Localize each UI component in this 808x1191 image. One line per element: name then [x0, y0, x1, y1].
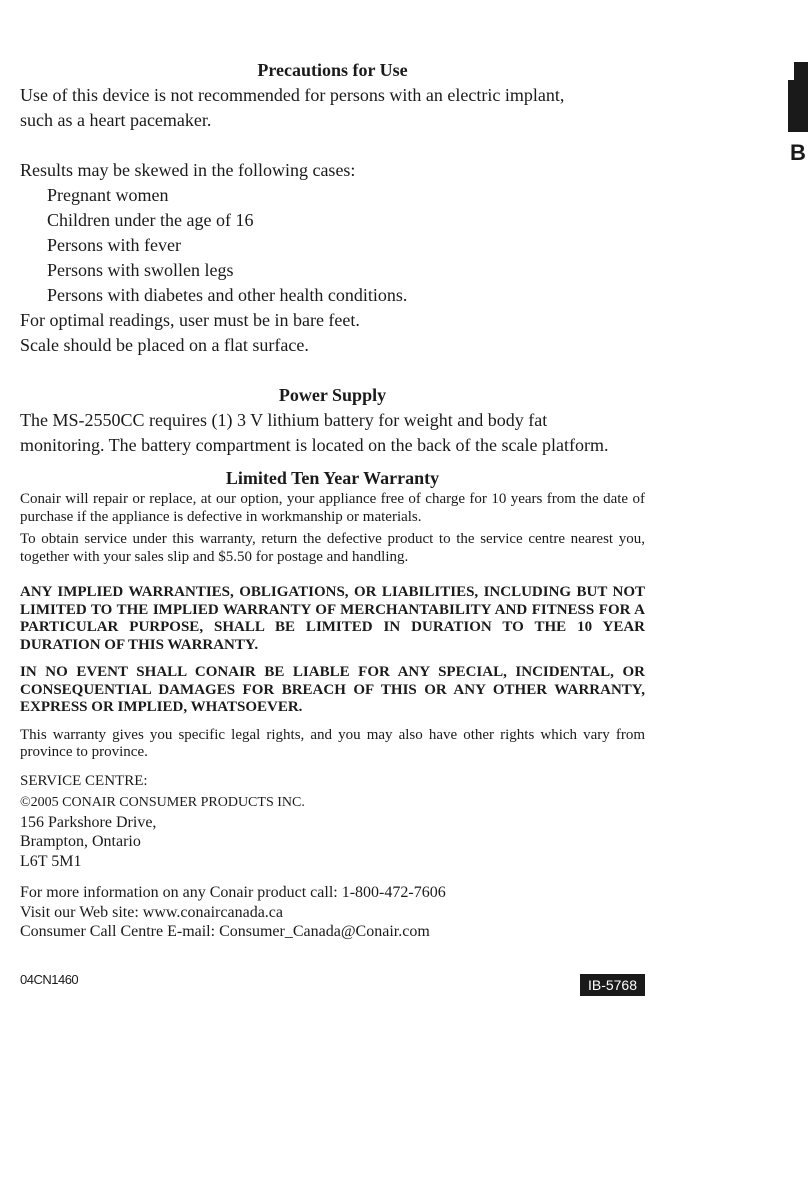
phone-line: For more information on any Conair product call: 1-800-472-7606	[20, 884, 446, 901]
skew-intro: Results may be skewed in the following cases:	[20, 160, 356, 180]
address-city: Brampton, Ontario	[20, 833, 141, 850]
power-supply-heading: Power Supply	[278, 385, 387, 405]
email-line: Consumer Call Centre E-mail: Consumer_Canada@Conair.com	[20, 923, 430, 940]
case-item: Children under the age of 16	[47, 210, 254, 230]
case-item: Persons with swollen legs	[47, 260, 234, 280]
power-line-2: monitoring. The battery compartment is located on the back of the scale platform.	[20, 435, 609, 455]
document-page	[20, 58, 645, 942]
legal-rights-paragraph: This warranty gives you specific legal rights, and you may also have other rights which vary from province to province.	[20, 726, 645, 760]
service-centre-label: SERVICE CENTRE:	[20, 772, 148, 789]
precautions-line-1: Use of this device is not recommended for persons with an electric implant,	[20, 85, 565, 105]
warranty-paragraph-1: Conair will repair or replace, at our option, your appliance free of charge for 10 years from the date of purchase if the appliance is defective in workmanship or materials.	[20, 491, 645, 525]
power-line-1: The MS-2550CC requires (1) 3 V lithium battery for weight and body fat	[20, 410, 548, 430]
precautions-heading: Precautions for Use	[257, 60, 408, 80]
address-street: 156 Parkshore Drive,	[20, 813, 157, 831]
address-postal: L6T 5M1	[20, 852, 82, 870]
copyright-line: ©2005 CONAIR CONSUMER PRODUCTS INC.	[20, 794, 305, 810]
precautions-line-2: such as a heart pacemaker.	[20, 110, 212, 130]
warranty-paragraph-2: To obtain service under this warranty, return the defective product to the service centre nearest you, together with your sales slip and $5.50 for postage and handling.	[20, 531, 645, 565]
edge-tab-letter: B	[790, 140, 806, 165]
liability-clause: IN NO EVENT SHALL CONAIR BE LIABLE FOR ANY SPECIAL, INCIDENTAL, OR CONSEQUENTIAL DAMAGES FOR BREACH OF THIS OR ANY OTHER WARRANTY, EXPRESS OR IMPLIED, WHATSOEVER.	[20, 664, 645, 715]
bare-feet-note: For optimal readings, user must be in bare feet.	[20, 310, 360, 330]
document-code: 04CN1460	[20, 972, 79, 987]
implied-warranty-clause: ANY IMPLIED WARRANTIES, OBLIGATIONS, OR LIABILITIES, INCLUDING BUT NOT LIMITED TO THE IMPLIED WARRANTY OF MERCHANTABILITY AND FITNESS FOR A PARTICULAR PURPOSE, SHALL BE LIMITED IN DURATION TO THE 10 YEAR DURATION OF THIS WARRANTY.	[20, 584, 645, 653]
website-line: Visit our Web site: www.conaircanada.ca	[20, 903, 283, 921]
warranty-heading: Limited Ten Year Warranty	[225, 468, 440, 488]
flat-surface-note: Scale should be placed on a flat surface.	[20, 335, 309, 355]
edge-tab-notch	[788, 62, 794, 80]
ib-number-badge: IB-5768	[580, 974, 645, 996]
case-item: Persons with fever	[47, 235, 181, 255]
case-item: Pregnant women	[47, 185, 169, 205]
case-item: Persons with diabetes and other health conditions.	[47, 285, 408, 305]
